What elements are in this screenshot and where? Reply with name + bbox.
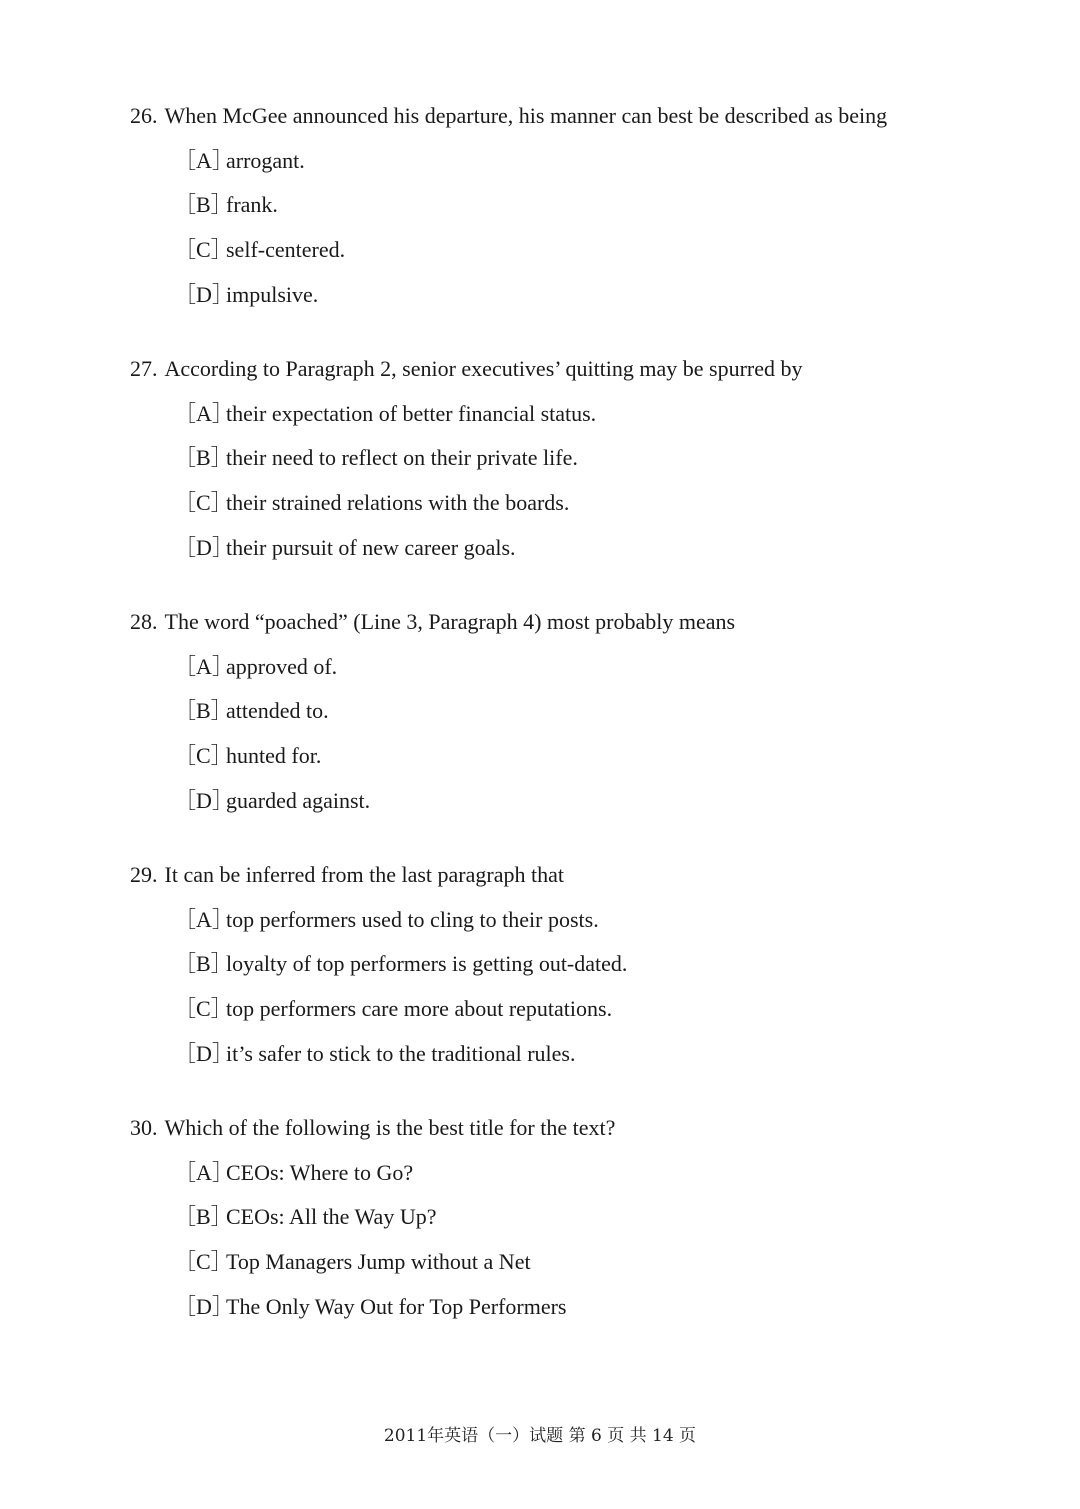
question-26: [130, 101, 1030, 310]
option-d: [130, 786, 1030, 816]
option-list: [130, 905, 1030, 1069]
option-text: top performers used to cling to their posts.: [226, 906, 599, 932]
question-text: It can be inferred from the last paragraph that: [164, 862, 564, 887]
option-text: their pursuit of new career goals.: [226, 534, 516, 560]
option-d: [130, 533, 1030, 563]
option-text: their need to reflect on their private life.: [226, 445, 578, 471]
option-c: [130, 235, 1030, 265]
option-list: [130, 1158, 1030, 1322]
option-b: [130, 1202, 1030, 1232]
option-text: self-centered.: [226, 237, 346, 263]
option-a: [130, 146, 1030, 176]
question-number: 30.: [130, 1115, 158, 1140]
option-letter: ［C］: [174, 490, 233, 516]
option-c: [130, 994, 1030, 1024]
option-b: [130, 443, 1030, 473]
option-text: attended to.: [226, 698, 329, 724]
option-letter: ［C］: [174, 743, 233, 769]
question-28: [130, 607, 1030, 816]
option-letter: ［A］: [174, 400, 234, 426]
option-d: [130, 1039, 1030, 1069]
option-letter: ［D］: [174, 787, 234, 813]
option-letter: ［D］: [174, 534, 234, 560]
option-letter: ［A］: [174, 653, 234, 679]
option-letter: ［B］: [174, 192, 233, 218]
option-text: their strained relations with the boards.: [226, 490, 570, 516]
option-a: [130, 905, 1030, 935]
option-letter: ［A］: [174, 147, 234, 173]
option-list: [130, 146, 1030, 310]
option-c: [130, 488, 1030, 518]
option-letter: ［C］: [174, 1249, 233, 1275]
option-letter: ［B］: [174, 951, 233, 977]
option-text: it’s safer to stick to the traditional rules.: [226, 1040, 576, 1066]
option-text: hunted for.: [226, 743, 322, 769]
option-letter: ［C］: [174, 237, 233, 263]
option-letter: ［A］: [174, 906, 234, 932]
option-a: [130, 1158, 1030, 1188]
option-d: [130, 1292, 1030, 1322]
option-letter: ［D］: [174, 281, 234, 307]
option-letter: ［A］: [174, 1159, 234, 1185]
question-stem: [130, 607, 1030, 637]
question-stem: [130, 101, 1030, 131]
option-text: approved of.: [226, 653, 338, 679]
option-text: loyalty of top performers is getting out-dated.: [226, 951, 628, 977]
option-text: guarded against.: [226, 787, 371, 813]
option-list: [130, 399, 1030, 563]
question-text: Which of the following is the best title for the text?: [164, 1115, 616, 1140]
option-letter: ［B］: [174, 445, 233, 471]
option-d: [130, 280, 1030, 310]
question-number: 29.: [130, 862, 158, 887]
option-b: [130, 190, 1030, 220]
option-letter: ［D］: [174, 1040, 234, 1066]
option-a: [130, 652, 1030, 682]
question-30: [130, 1113, 1030, 1322]
option-text: impulsive.: [226, 281, 319, 307]
question-text: The word “poached” (Line 3, Paragraph 4) most probably means: [164, 609, 736, 634]
question-stem: [130, 1113, 1030, 1143]
option-b: [130, 949, 1030, 979]
option-b: [130, 696, 1030, 726]
option-text: Top Managers Jump without a Net: [226, 1249, 531, 1275]
option-c: [130, 741, 1030, 771]
question-27: [130, 354, 1030, 563]
option-text: frank.: [226, 192, 278, 218]
option-letter: ［B］: [174, 1204, 233, 1230]
option-text: their expectation of better financial status.: [226, 400, 597, 426]
option-text: CEOs: Where to Go?: [226, 1159, 414, 1185]
question-text: According to Paragraph 2, senior executives’ quitting may be spurred by: [164, 356, 803, 381]
page-footer: 2011年英语（一）试题 第 6 页 共 14 页: [383, 1426, 697, 1446]
question-stem: [130, 354, 1030, 384]
option-a: [130, 399, 1030, 429]
question-number: 26.: [130, 103, 158, 128]
option-letter: ［C］: [174, 996, 233, 1022]
option-text: top performers care more about reputations.: [226, 996, 613, 1022]
option-letter: ［D］: [174, 1293, 234, 1319]
question-number: 28.: [130, 609, 158, 634]
option-text: The Only Way Out for Top Performers: [226, 1293, 567, 1319]
option-text: arrogant.: [226, 147, 305, 173]
question-29: [130, 860, 1030, 1069]
question-number: 27.: [130, 356, 158, 381]
option-list: [130, 652, 1030, 816]
option-letter: ［B］: [174, 698, 233, 724]
question-stem: [130, 860, 1030, 890]
option-text: CEOs: All the Way Up?: [226, 1204, 437, 1230]
option-c: [130, 1247, 1030, 1277]
question-text: When McGee announced his departure, his manner can best be described as being: [164, 103, 888, 128]
